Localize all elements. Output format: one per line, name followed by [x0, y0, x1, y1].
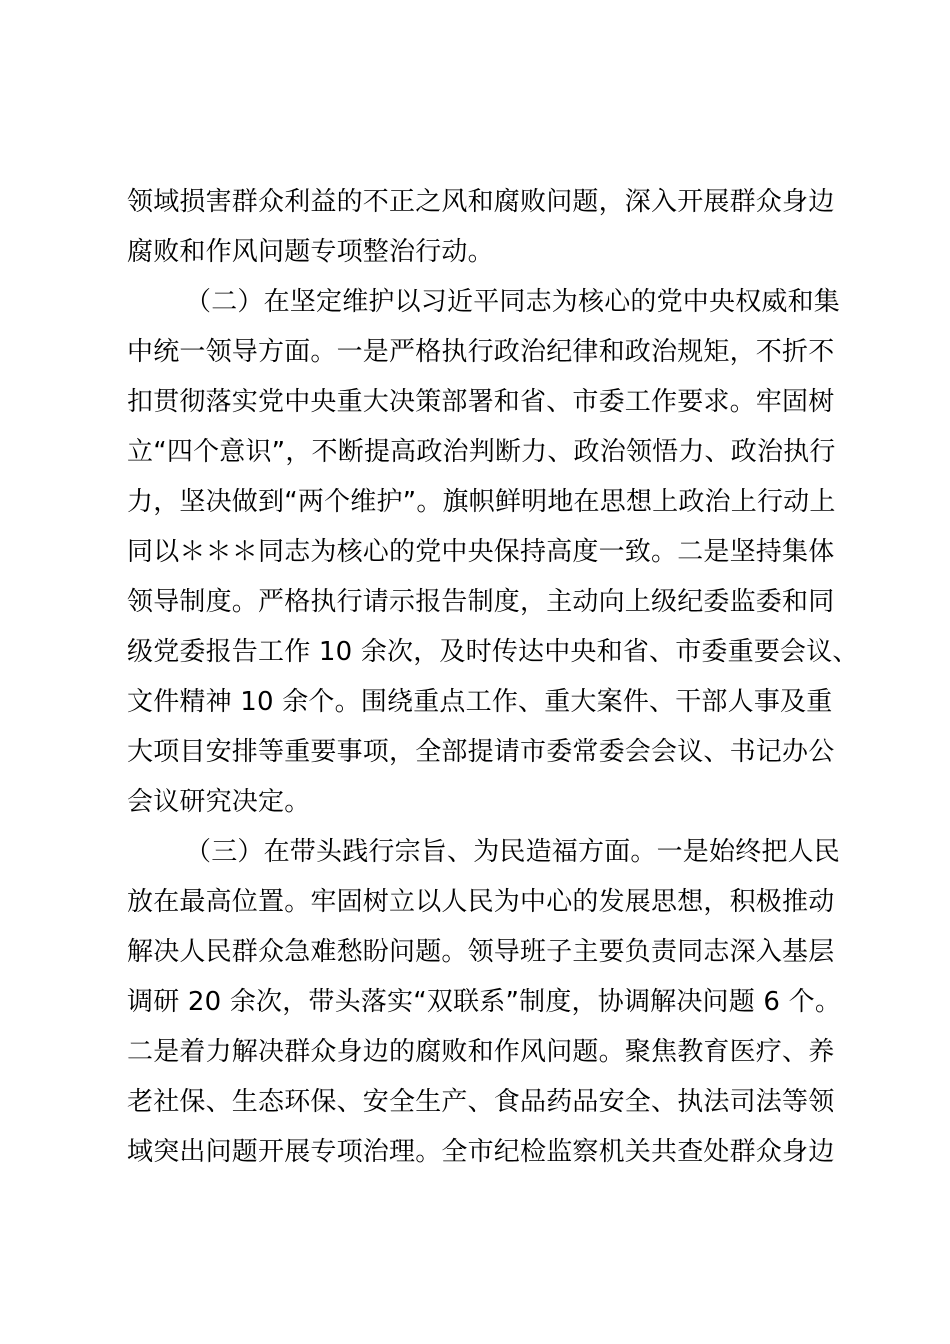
text-line: 力，坚决做到“两个维护”。旗帜鲜明地在思想上政治上行动上: [127, 487, 836, 517]
text-line: 腐败和作风问题专项整治行动。: [127, 237, 494, 267]
text-line: 老社保、生态环保、安全生产、食品药品安全、执法司法等领: [127, 1087, 835, 1117]
text-line: 放在最高位置。牢固树立以人民为中心的发展思想，积极推动: [127, 887, 835, 917]
text-line: 领域损害群众利益的不正之风和腐败问题，深入开展群众身边: [127, 187, 835, 217]
section-heading-line: （二）在坚定维护以习近平同志为核心的党中央权威和集: [185, 287, 841, 317]
text-line: 同以＊＊＊同志为核心的党中央保持高度一致。二是坚持集体: [127, 537, 835, 567]
text-line: 解决人民群众急难愁盼问题。领导班子主要负责同志深入基层: [127, 937, 835, 967]
text-line: 调研 20 余次，带头落实“双联系”制度，协调解决问题 6 个。: [127, 987, 842, 1017]
text-line: 文件精神 10 余个。围绕重点工作、重大案件、干部人事及重: [127, 687, 833, 717]
text-line: 级党委报告工作 10 余次，及时传达中央和省、市委重要会议、: [127, 637, 859, 667]
text-line: 扣贯彻落实党中央重大决策部署和省、市委工作要求。牢固树: [127, 387, 835, 417]
text-line: 中统一领导方面。一是严格执行政治纪律和政治规矩，不折不: [127, 337, 835, 367]
text-line: 立“四个意识”，不断提高政治判断力、政治领悟力、政治执行: [127, 437, 836, 467]
section-heading-line: （三）在带头践行宗旨、为民造福方面。一是始终把人民: [185, 837, 841, 867]
text-line: 域突出问题开展专项治理。全市纪检监察机关共查处群众身边: [127, 1137, 835, 1167]
text-line: 领导制度。严格执行请示报告制度，主动向上级纪委监委和同: [127, 587, 835, 617]
text-line: 会议研究决定。: [127, 787, 311, 817]
text-line: 二是着力解决群众身边的腐败和作风问题。聚焦教育医疗、养: [127, 1037, 835, 1067]
text-line: 大项目安排等重要事项，全部提请市委常委会会议、书记办公: [127, 737, 835, 767]
body-text: [127, 177, 859, 1177]
